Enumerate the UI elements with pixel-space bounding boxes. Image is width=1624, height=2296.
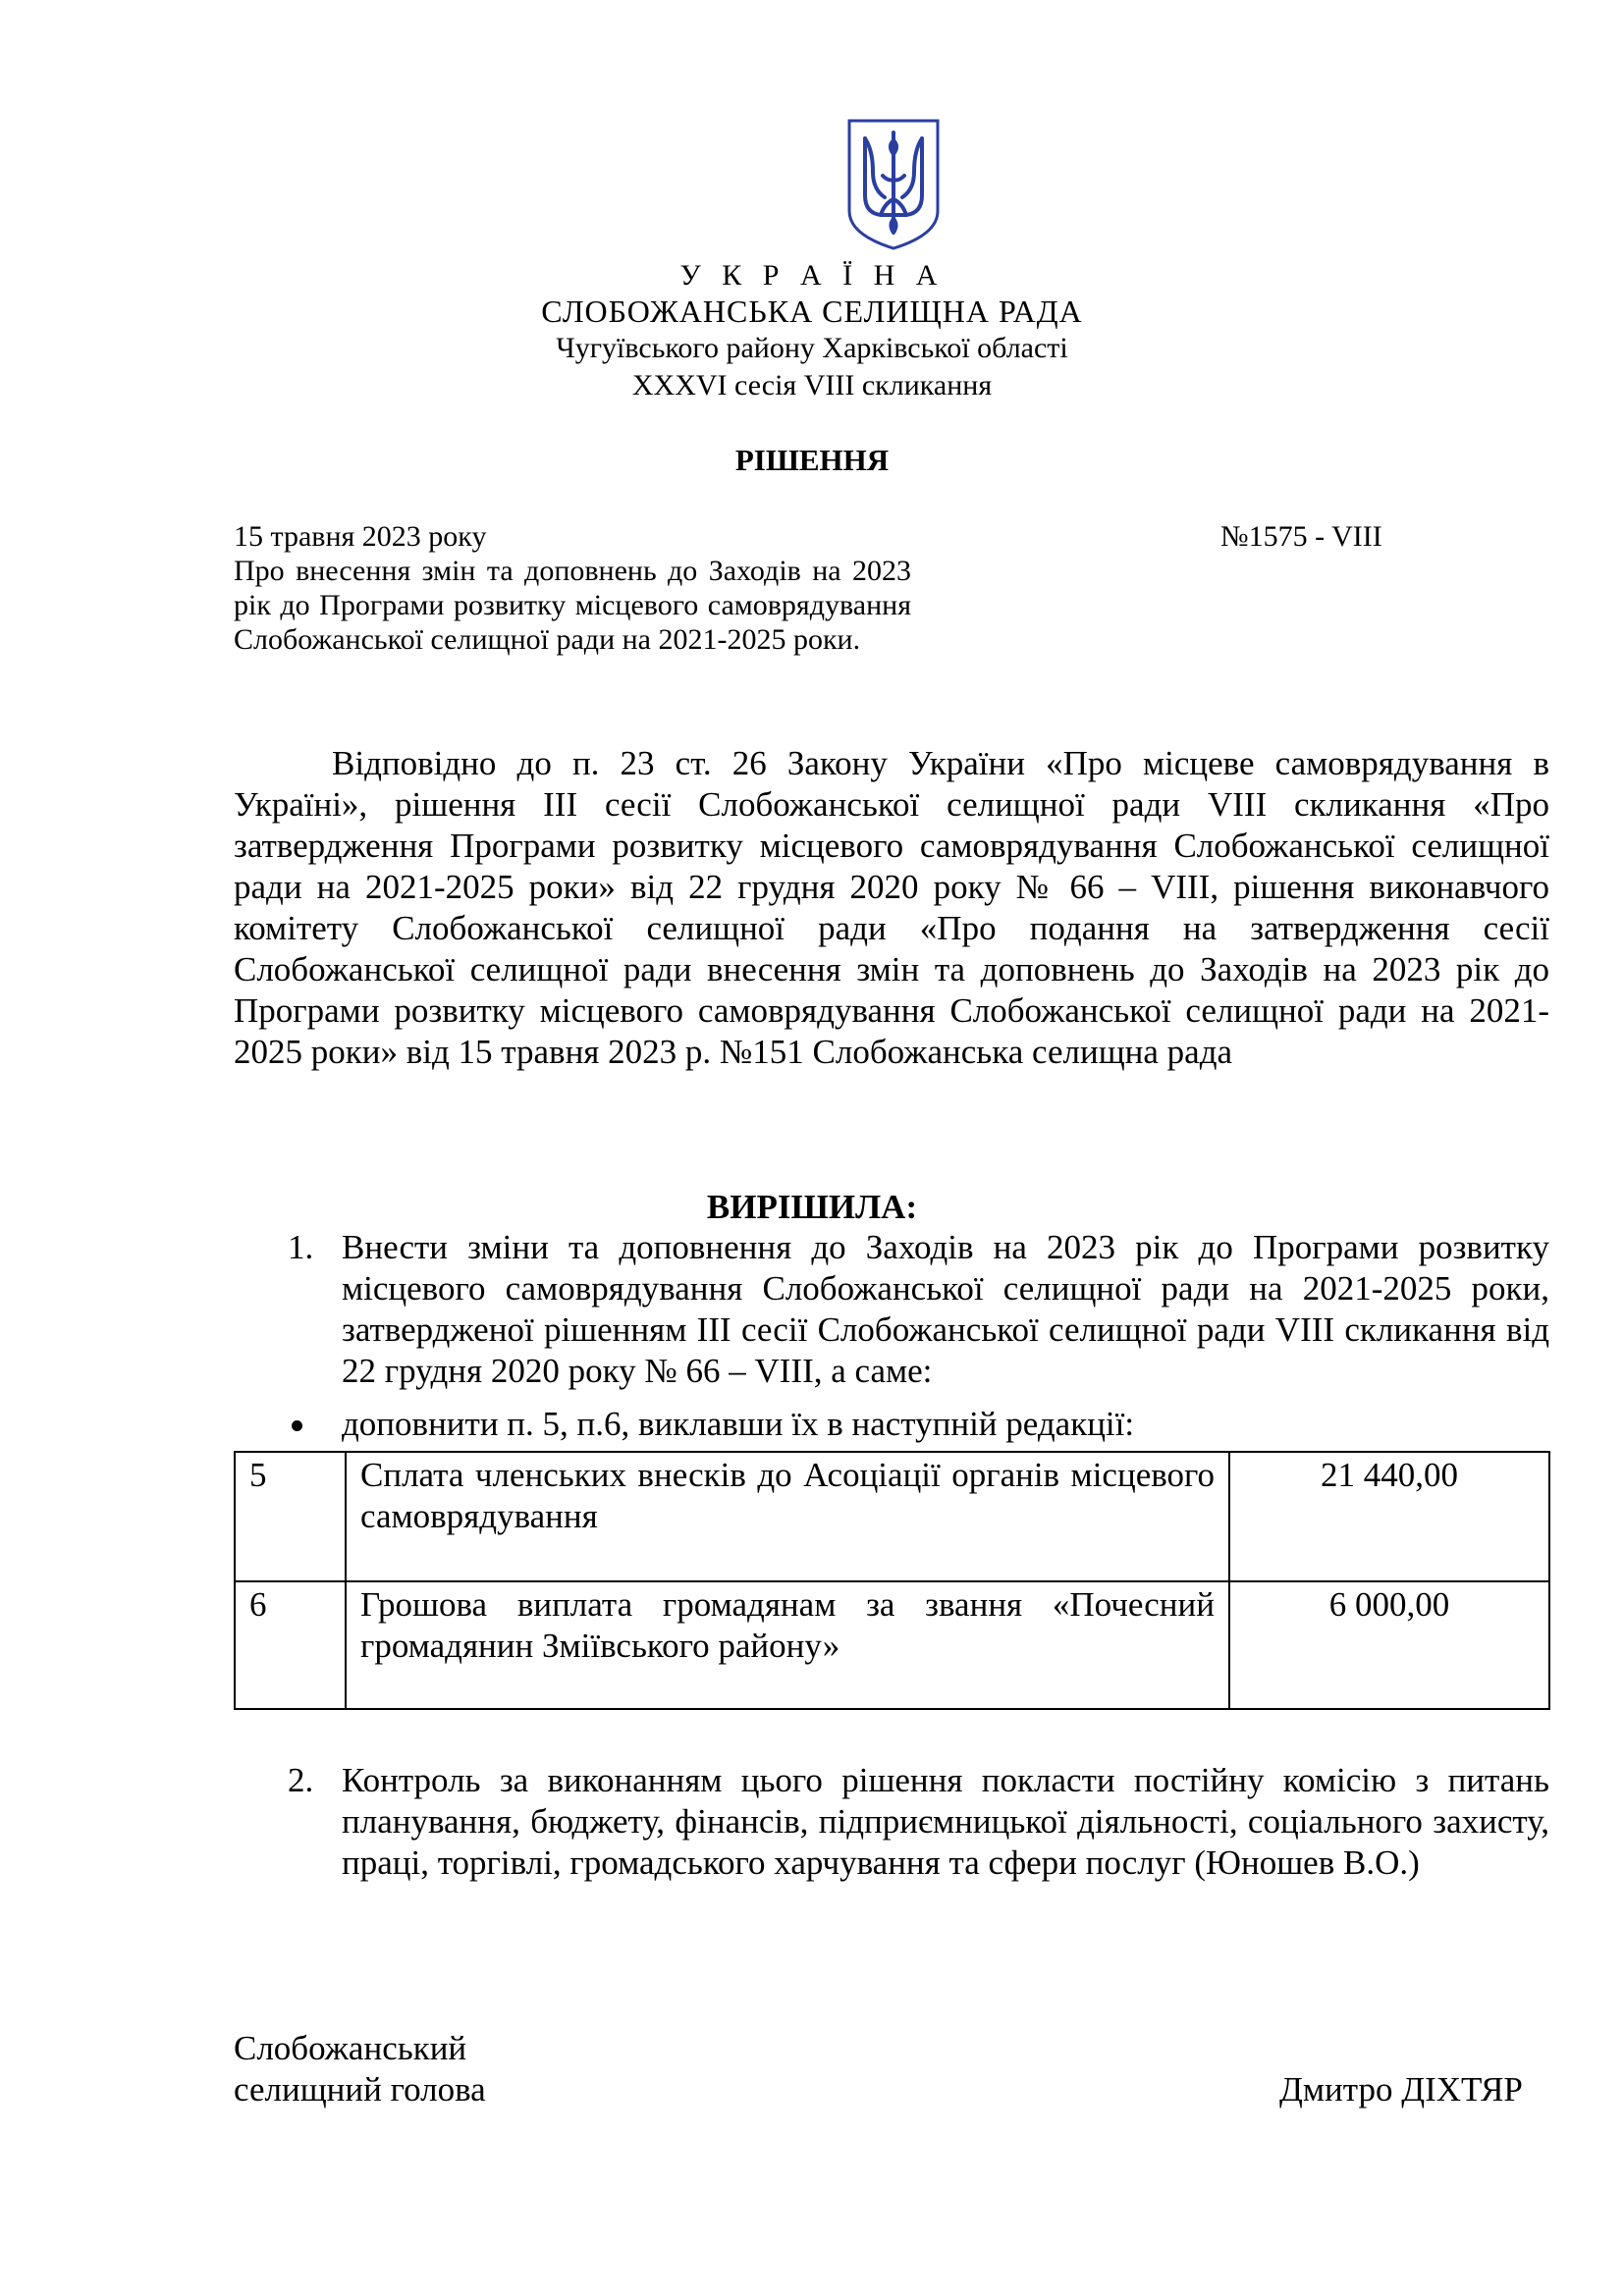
signatory-title-line: селищний голова [234, 2070, 486, 2109]
preamble-paragraph: Відповідно до п. 23 ст. 26 Закону України «Про місцеве самоврядування в Україні», рішення ІІІ сесії Слобожанської селищної ради VIII скликання «Про затвердження Програми розвитку місцевого самоврядування Слобожанської селищної ради на 2021-2025 роки» від 22 грудня 2020 року № 66 – VIII, рішення виконавчого комітету Слобожанської селищної ради «Про подання на затвердження сесії Слобожанської селищної ради внесення змін та доповнень до Заходів на 2023 рік до Програми розвитку місцевого самоврядування Слобожанської селищної ради на 2021-2025 роки» від 15 травня 2023 р. №151 Слобожанська селищна рада [234, 744, 1549, 1071]
resolution-item-1 [288, 1227, 1549, 1394]
item-number: 1. [288, 1228, 314, 1266]
signatory-title [234, 2028, 486, 2110]
row-amount: 6 000,00 [1229, 1581, 1549, 1709]
row-number: 6 [235, 1581, 346, 1709]
table-row [235, 1452, 1549, 1581]
row-number: 5 [235, 1452, 346, 1581]
table-row [235, 1581, 1549, 1709]
bullet-icon [292, 1420, 302, 1431]
measures-table [234, 1451, 1550, 1710]
country-name: У К Р А Ї Н А [679, 259, 945, 292]
row-description: Грошова виплата громадянам за звання «Почесний громадянин Зміївського району» [346, 1581, 1229, 1709]
resolution-item-2 [288, 1760, 1549, 1927]
item-text: Контроль за виконанням цього рішення покласти постійну комісію з питань планування, бюджету, фінансів, підприємницької діяльності, соціального захисту, праці, торгівлі, громадського харчування та сфери послуг (Юношев В.О.) [342, 1761, 1549, 1882]
decision-subject: Про внесення змін та доповнень до Заходів на 2023 рік до Програми розвитку місцевого самоврядування Слобожанської селищної ради на 2021-2025 роки. [234, 555, 911, 656]
decision-date: 15 травня 2023 року [234, 520, 487, 553]
district-name: Чугуївського району Харківської області [556, 332, 1068, 364]
item-text: Внести зміни та доповнення до Заходів на 2023 рік до Програми розвитку місцевого самоврядування Слобожанської селищної ради на 2021-2025 роки, затвердженої рішенням ІІІ сесії Слобожанської селищної ради VIII скликання від 22 грудня 2020 року № 66 – VIII, а саме: [342, 1228, 1549, 1390]
row-description: Сплата членських внесків до Асоціації органів місцевого самоврядування [346, 1452, 1229, 1581]
row-amount: 21 440,00 [1229, 1452, 1549, 1581]
bullet-text: доповнити п. 5, п.6, виклавши їх в наступній редакції: [342, 1405, 1135, 1443]
session-name: XXXVI сесія VIII скликання [631, 369, 993, 401]
item-number: 2. [288, 1761, 314, 1799]
document-type: РІШЕННЯ [734, 443, 890, 477]
signatory-name: Дмитро ДІХТЯР [1279, 2070, 1523, 2109]
resolved-heading: ВИРІШИЛА: [706, 1188, 918, 1226]
council-name: СЛОБОЖАНСЬКА СЕЛИЩНА РАДА [541, 294, 1083, 329]
decision-number: №1575 - VIII [1220, 520, 1382, 553]
coat-of-arms-icon [845, 117, 942, 252]
signatory-title-line: Слобожанський [234, 2029, 467, 2067]
